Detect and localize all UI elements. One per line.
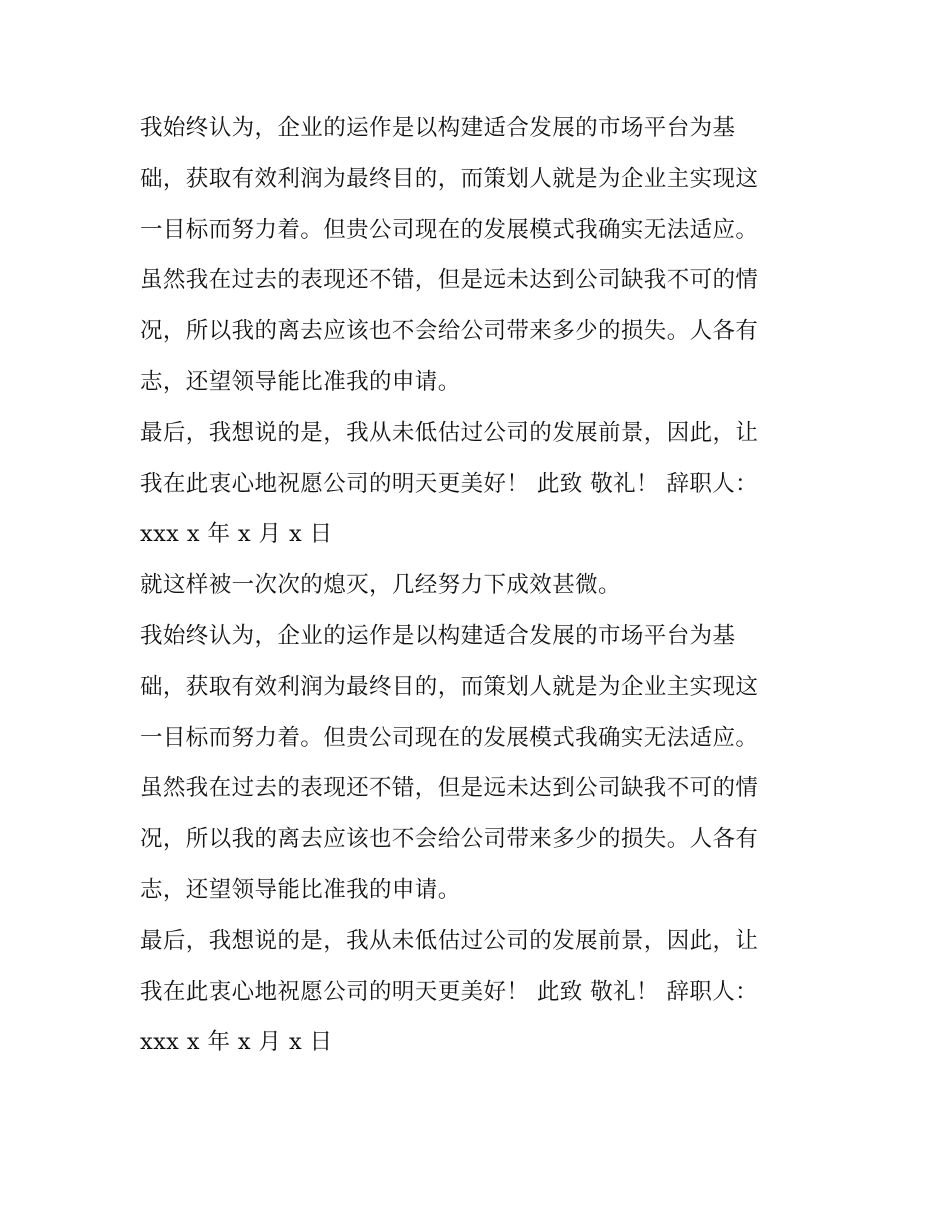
document-body <box>140 103 830 1068</box>
text-line: 志，还望领导能比准我的申请。 <box>140 876 461 903</box>
text-line: 一目标而努力着。但贵公司现在的发展模式我确实无法适应。 <box>140 216 759 243</box>
text-line: 就这样被一次次的熄灭，几经努力下成效甚微。 <box>140 572 621 599</box>
text-line: 况，所以我的离去应该也不会给公司带来多少的损失。人各有 <box>140 826 759 853</box>
text-line: 最后，我想说的是，我从未低估过公司的发展前景，因此，让 <box>140 419 759 446</box>
text-line: 我始终认为，企业的运作是以构建适合发展的市场平台为基 <box>140 622 736 649</box>
text-line: 况，所以我的离去应该也不会给公司带来多少的损失。人各有 <box>140 318 759 345</box>
date-line: xxx x 年 x 月 x 日 <box>140 521 333 548</box>
text-line: 我在此衷心地祝愿公司的明天更美好！ 此致 敬礼！ 辞职人： <box>140 978 759 1005</box>
text-line: 我在此衷心地祝愿公司的明天更美好！ 此致 敬礼！ 辞职人： <box>140 470 759 497</box>
text-line: 一目标而努力着。但贵公司现在的发展模式我确实无法适应。 <box>140 724 759 751</box>
date-line: xxx x 年 x 月 x 日 <box>140 1029 333 1056</box>
text-line: 志，还望领导能比准我的申请。 <box>140 368 461 395</box>
text-line: 础，获取有效利润为最终目的，而策划人就是为企业主实现这 <box>140 673 759 700</box>
text-line: 虽然我在过去的表现还不错，但是远未达到公司缺我不可的情 <box>140 775 759 802</box>
text-line: 我始终认为，企业的运作是以构建适合发展的市场平台为基 <box>140 115 736 141</box>
text-line: 础，获取有效利润为最终目的，而策划人就是为企业主实现这 <box>140 165 759 192</box>
text-line: 最后，我想说的是，我从未低估过公司的发展前景，因此，让 <box>140 927 759 954</box>
text-line: 虽然我在过去的表现还不错，但是远未达到公司缺我不可的情 <box>140 267 759 294</box>
